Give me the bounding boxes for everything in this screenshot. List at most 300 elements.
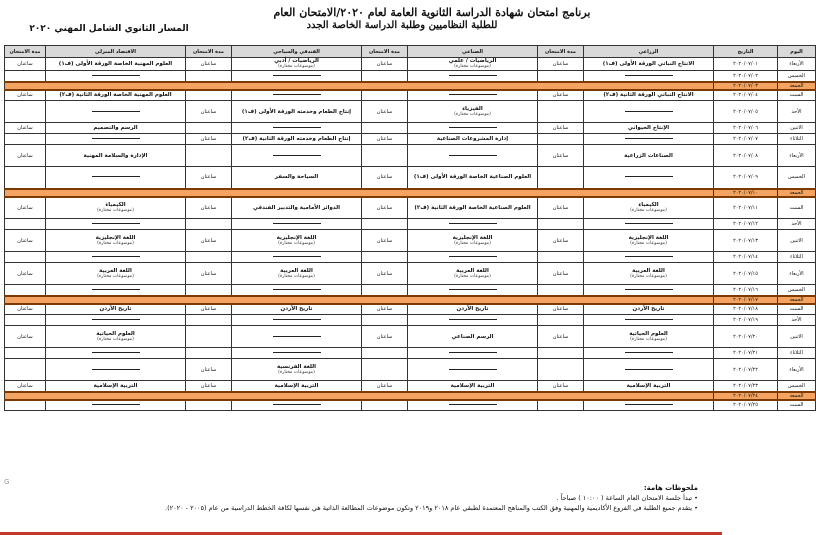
day-cell: الأربعاء <box>778 58 816 71</box>
day-cell: الجمعة <box>778 296 816 304</box>
subject-label: العلوم المهنية الخاصة الورقة الثانية (ف٢) <box>59 92 172 99</box>
dash-line <box>449 289 497 290</box>
friday-row <box>5 392 816 400</box>
date-cell: ٢٠٢٠/٠٧/١٣ <box>714 230 778 252</box>
empty-cell <box>46 167 186 189</box>
subject-label: العلوم الصناعية الخاصة الورقة الثانية (ف٢) <box>414 204 531 211</box>
subject-label: العلوم المهنية الخاصة الورقة الأولى (ف١) <box>58 61 173 67</box>
empty-cell <box>46 348 186 359</box>
empty-cell <box>232 326 362 348</box>
table-row <box>5 90 816 101</box>
exam-schedule-table <box>4 45 816 411</box>
table-row <box>5 315 816 326</box>
duration-cell: ساعتان <box>362 230 408 252</box>
duration-cell <box>362 145 408 167</box>
duration-cell <box>5 167 46 189</box>
date-cell: ٢٠٢٠/٠٧/٠٧ <box>714 134 778 145</box>
duration-cell: ساعتان <box>538 197 584 219</box>
day-cell: الخميس <box>778 167 816 189</box>
day-cell: الأحد <box>778 101 816 123</box>
subject-note: (موضوعات مختارة) <box>278 64 315 69</box>
duration-cell: ساعتان <box>362 134 408 145</box>
table-row <box>5 252 816 263</box>
duration-cell: ساعتان <box>186 263 232 285</box>
subject-cell <box>408 197 538 219</box>
exam-schedule-table-wrap <box>4 45 805 411</box>
subject-label: التربية الإسلامية <box>274 382 319 389</box>
empty-cell <box>232 285 362 296</box>
date-cell: ٢٠٢٠/٠٧/٠٦ <box>714 123 778 134</box>
empty-cell <box>408 71 538 82</box>
subject-label: إنتاج الطعام وخدمته الورقة الثانية (ف٢) <box>242 136 351 142</box>
table-row <box>5 285 816 296</box>
duration-cell: ساعتان <box>186 197 232 219</box>
day-cell: الأحد <box>778 315 816 326</box>
subject-note: (موضوعات مختارة) <box>278 240 315 246</box>
date-cell: ٢٠٢٠/٠٧/١٠ <box>714 189 778 197</box>
table-row <box>5 101 816 123</box>
subject-cell <box>408 101 538 123</box>
dash-line <box>273 223 321 224</box>
notes-section <box>8 483 698 513</box>
table-row <box>5 359 816 381</box>
subject-cell <box>46 304 186 315</box>
day-cell: الجمعة <box>778 189 816 197</box>
subject-cell <box>46 123 186 134</box>
empty-cell <box>584 219 714 230</box>
duration-cell: ساعتان <box>538 304 584 315</box>
date-cell: ٢٠٢٠/٠٧/١٦ <box>714 285 778 296</box>
subject-cell <box>408 381 538 392</box>
dash-line <box>273 289 321 290</box>
subject-label: الرسم الصناعي <box>451 333 494 340</box>
duration-cell: ساعتان <box>362 263 408 285</box>
table-row <box>5 123 816 134</box>
empty-cell <box>232 400 362 411</box>
subject-cell <box>232 167 362 189</box>
duration-cell <box>362 90 408 101</box>
dash-line <box>92 352 140 353</box>
subject-label: الإدارة والسلامة المهنية <box>83 152 148 159</box>
subject-cell <box>584 381 714 392</box>
subject-cell <box>584 263 714 285</box>
duration-cell <box>538 71 584 82</box>
empty-cell <box>584 101 714 123</box>
duration-cell <box>186 348 232 359</box>
date-cell: ٢٠٢٠/٠٧/٠٤ <box>714 90 778 101</box>
duration-cell <box>538 252 584 263</box>
empty-cell <box>232 348 362 359</box>
subject-note: (موضوعات مختارة) <box>278 369 315 375</box>
dash-line <box>92 138 140 139</box>
subject-cell <box>232 359 362 381</box>
empty-cell <box>46 219 186 230</box>
duration-cell: ساعتان <box>5 230 46 252</box>
empty-cell <box>584 167 714 189</box>
subject-cell <box>584 326 714 348</box>
friday-band <box>5 82 714 90</box>
duration-cell <box>5 219 46 230</box>
dash-line <box>273 94 321 95</box>
table-body <box>5 58 816 411</box>
subject-cell <box>408 304 538 315</box>
subject-cell <box>584 123 714 134</box>
subject-note: (موضوعات مختارة) <box>630 336 667 342</box>
friday-row <box>5 296 816 304</box>
subject-label: التربية الإسلامية <box>626 382 671 389</box>
table-row <box>5 167 816 189</box>
date-cell: ٢٠٢٠/٠٧/١٢ <box>714 219 778 230</box>
day-cell: السبت <box>778 90 816 101</box>
duration-cell: ساعتان <box>5 90 46 101</box>
empty-cell <box>408 252 538 263</box>
table-row <box>5 134 816 145</box>
date-cell: ٢٠٢٠/٠٧/٢٠ <box>714 326 778 348</box>
duration-cell <box>538 400 584 411</box>
duration-cell: ساعتان <box>538 381 584 392</box>
note-item: • تبدأ جلسة الامتحان العام الساعة ( ١٠:٠٠ ) صباحاً . <box>556 494 698 502</box>
subject-label: الانتاج النباتي الورقة الأولى (ف١) <box>602 61 695 67</box>
subject-note: (موضوعات مختارة) <box>278 273 315 279</box>
subject-note: (موضوعات مختارة) <box>454 273 491 279</box>
subject-note: (موضوعات مختارة) <box>454 111 491 117</box>
subject-cell <box>46 58 186 71</box>
subject-label: العلوم الصناعية الخاصة الورقة الأولى (ف١) <box>413 174 532 181</box>
date-cell: ٢٠٢٠/٠٧/٠٥ <box>714 101 778 123</box>
subject-cell <box>584 58 714 71</box>
empty-cell <box>232 90 362 101</box>
duration-cell: ساعتان <box>538 145 584 167</box>
subject-cell <box>408 230 538 252</box>
dash-line <box>92 223 140 224</box>
duration-cell <box>362 252 408 263</box>
duration-cell <box>186 326 232 348</box>
duration-cell <box>538 359 584 381</box>
empty-cell <box>584 252 714 263</box>
empty-cell <box>46 252 186 263</box>
duration-cell <box>362 348 408 359</box>
subject-label: العلوم الحياتية <box>629 330 668 337</box>
duration-cell <box>5 400 46 411</box>
subject-label: إنتاج الطعام وخدمته الورقة الأولى (ف١) <box>241 108 352 115</box>
dash-line <box>273 336 321 337</box>
column-header: اليوم <box>778 46 816 58</box>
duration-cell: ساعتان <box>5 381 46 392</box>
date-cell: ٢٠٢٠/٠٧/٢١ <box>714 348 778 359</box>
duration-cell <box>186 285 232 296</box>
duration-cell <box>5 101 46 123</box>
table-row <box>5 263 816 285</box>
date-cell: ٢٠٢٠/٠٧/٢٣ <box>714 381 778 392</box>
subject-label: تاريخ الأردن <box>456 306 489 313</box>
day-cell: الأحد <box>778 219 816 230</box>
friday-row <box>5 189 816 197</box>
duration-cell: ساعتان <box>186 167 232 189</box>
column-header: الفندقي والسياحي <box>232 46 362 58</box>
day-cell: الاثنين <box>778 230 816 252</box>
duration-cell: ساعتان <box>538 326 584 348</box>
subject-note: (موضوعات مختارة) <box>97 240 134 246</box>
duration-cell <box>538 219 584 230</box>
empty-cell <box>232 123 362 134</box>
subject-label: اللغة العربية <box>456 267 489 274</box>
track-title: المسار الثانوي الشامل المهني ٢٠٢٠ <box>29 24 189 34</box>
empty-cell <box>232 219 362 230</box>
subject-cell <box>232 101 362 123</box>
date-cell: ٢٠٢٠/٠٧/٢٥ <box>714 400 778 411</box>
duration-cell <box>5 71 46 82</box>
subject-cell <box>46 145 186 167</box>
dash-line <box>92 111 140 112</box>
subject-note: (موضوعات مختارة) <box>97 336 134 342</box>
subject-cell <box>232 304 362 315</box>
dash-line <box>625 223 673 224</box>
subject-label: تاريخ الأردن <box>280 306 313 313</box>
day-cell: السبت <box>778 400 816 411</box>
duration-cell: ساعتان <box>186 101 232 123</box>
subject-label: اللغة الإنجليزية <box>276 234 317 241</box>
empty-cell <box>46 359 186 381</box>
duration-cell <box>5 134 46 145</box>
duration-cell: ساعتان <box>538 90 584 101</box>
empty-cell <box>584 359 714 381</box>
duration-cell: ساعتان <box>5 123 46 134</box>
dash-line <box>625 75 673 76</box>
subject-label: الكيمياء <box>638 201 659 208</box>
empty-cell <box>408 285 538 296</box>
dash-line <box>273 256 321 257</box>
duration-cell <box>5 348 46 359</box>
duration-cell <box>362 400 408 411</box>
column-header: مدة الامتحان <box>362 46 408 58</box>
subject-note: (موضوعات مختارة) <box>630 273 667 279</box>
dash-line <box>625 352 673 353</box>
duration-cell: ساعتان <box>362 58 408 71</box>
duration-cell: ساعتان <box>362 381 408 392</box>
notes-heading: ملحوظات هامة: <box>643 484 698 492</box>
duration-cell: ساعتان <box>5 145 46 167</box>
dash-line <box>625 138 673 139</box>
dash-line <box>92 319 140 320</box>
dash-line <box>92 289 140 290</box>
subject-cell <box>584 304 714 315</box>
column-header: التاريخ <box>714 46 778 58</box>
day-cell: الاثنين <box>778 123 816 134</box>
duration-cell <box>362 315 408 326</box>
subject-note: (موضوعات مختارة) <box>97 273 134 279</box>
dash-line <box>273 404 321 405</box>
date-cell: ٢٠٢٠/٠٧/١٩ <box>714 315 778 326</box>
dash-line <box>625 319 673 320</box>
side-mark: G <box>4 478 10 486</box>
subject-label: الرياضيات / أدبي <box>274 58 319 64</box>
subject-label: الكيمياء <box>105 201 126 208</box>
dash-line <box>273 319 321 320</box>
duration-cell <box>362 359 408 381</box>
subject-note: (موضوعات مختارة) <box>97 207 134 213</box>
duration-cell: ساعتان <box>538 230 584 252</box>
subject-label: تاريخ الأردن <box>632 306 665 313</box>
dash-line <box>92 404 140 405</box>
subject-cell <box>232 263 362 285</box>
column-header: الزراعي <box>584 46 714 58</box>
dash-line <box>449 223 497 224</box>
friday-band <box>5 296 714 304</box>
column-header: الصناعي <box>408 46 538 58</box>
empty-cell <box>46 71 186 82</box>
date-cell: ٢٠٢٠/٠٧/٠٣ <box>714 82 778 90</box>
friday-row <box>5 82 816 90</box>
duration-cell: ساعتان <box>186 304 232 315</box>
day-cell: السبت <box>778 197 816 219</box>
day-cell: الأربعاء <box>778 145 816 167</box>
duration-cell: ساعتان <box>186 381 232 392</box>
dash-line <box>449 352 497 353</box>
subject-label: اللغة الإنجليزية <box>95 234 136 241</box>
date-cell: ٢٠٢٠/٠٧/١١ <box>714 197 778 219</box>
empty-cell <box>408 90 538 101</box>
subject-cell <box>408 326 538 348</box>
dash-line <box>625 289 673 290</box>
empty-cell <box>584 348 714 359</box>
table-row <box>5 145 816 167</box>
date-cell: ٢٠٢٠/٠٧/٠٨ <box>714 145 778 167</box>
empty-cell <box>584 71 714 82</box>
day-cell: الجمعة <box>778 392 816 400</box>
column-header: مدة الامتحان <box>538 46 584 58</box>
duration-cell: ساعتان <box>186 58 232 71</box>
duration-cell: ساعتان <box>186 134 232 145</box>
date-cell: ٢٠٢٠/٠٧/١٥ <box>714 263 778 285</box>
duration-cell <box>186 252 232 263</box>
duration-cell <box>538 101 584 123</box>
duration-cell <box>362 123 408 134</box>
subject-label: إدارة المشروعات الصناعية <box>436 136 509 142</box>
page-title: برنامج امتحان شهادة الدراسة الثانوية العامة لعام ٢٠٢٠/الامتحان العام <box>273 6 591 19</box>
subject-label: العلوم الحياتية <box>96 330 135 337</box>
subject-label: التربية الإسلامية <box>450 382 495 389</box>
table-row <box>5 197 816 219</box>
duration-cell: ساعتان <box>362 167 408 189</box>
duration-cell <box>5 359 46 381</box>
table-row <box>5 71 816 82</box>
column-header: مدة الامتحان <box>5 46 46 58</box>
duration-cell: ساعتان <box>5 58 46 71</box>
dash-line <box>273 352 321 353</box>
dash-line <box>92 369 140 370</box>
dash-line <box>625 369 673 370</box>
dash-line <box>92 75 140 76</box>
subject-cell <box>408 263 538 285</box>
duration-cell: ساعتان <box>5 304 46 315</box>
empty-cell <box>584 400 714 411</box>
friday-band <box>5 189 714 197</box>
subject-cell <box>408 167 538 189</box>
column-header: مدة الامتحان <box>186 46 232 58</box>
subject-cell <box>584 230 714 252</box>
duration-cell <box>538 134 584 145</box>
subject-label: تاريخ الأردن <box>99 306 132 313</box>
subject-cell <box>584 90 714 101</box>
empty-cell <box>408 145 538 167</box>
duration-cell: ساعتان <box>362 304 408 315</box>
duration-cell: ساعتان <box>362 326 408 348</box>
subject-label: الرياضيات / علمي <box>448 58 497 64</box>
date-cell: ٢٠٢٠/٠٧/٢٢ <box>714 359 778 381</box>
table-row <box>5 348 816 359</box>
dash-line <box>449 155 497 156</box>
dash-line <box>92 256 140 257</box>
duration-cell <box>538 167 584 189</box>
empty-cell <box>46 134 186 145</box>
empty-cell <box>584 315 714 326</box>
dash-line <box>273 75 321 76</box>
column-header: الاقتصاد المنزلي <box>46 46 186 58</box>
day-cell: الثلاثاء <box>778 252 816 263</box>
duration-cell <box>5 315 46 326</box>
subject-cell <box>46 230 186 252</box>
dash-line <box>449 369 497 370</box>
subject-cell <box>232 381 362 392</box>
dash-line <box>449 94 497 95</box>
duration-cell: ساعتان <box>186 359 232 381</box>
dash-line <box>273 155 321 156</box>
duration-cell <box>5 285 46 296</box>
empty-cell <box>46 101 186 123</box>
subject-label: اللغة العربية <box>280 267 313 274</box>
duration-cell <box>186 145 232 167</box>
subject-label: السياحة والسفر <box>274 174 319 181</box>
empty-cell <box>232 145 362 167</box>
dash-line <box>273 127 321 128</box>
subject-label: اللغة الإنجليزية <box>628 234 669 241</box>
duration-cell: ساعتان <box>362 197 408 219</box>
subject-cell <box>46 381 186 392</box>
subject-cell <box>232 197 362 219</box>
subject-cell <box>584 197 714 219</box>
duration-cell: ساعتان <box>362 101 408 123</box>
subject-note: (موضوعات مختارة) <box>454 240 491 246</box>
duration-cell: ساعتان <box>538 58 584 71</box>
table-row <box>5 326 816 348</box>
subject-cell <box>46 263 186 285</box>
duration-cell <box>186 90 232 101</box>
subject-label: الإنتاج الحيواني <box>627 125 670 131</box>
subject-cell <box>46 326 186 348</box>
page-subtitle: للطلبة النظاميين وطلبة الدراسة الخاصة الجدد <box>306 20 498 31</box>
subject-cell <box>232 134 362 145</box>
subject-cell <box>232 58 362 71</box>
date-cell: ٢٠٢٠/٠٧/٠٢ <box>714 71 778 82</box>
day-cell: السبت <box>778 304 816 315</box>
subject-label: الرسم والتصميم <box>93 125 138 131</box>
subject-label: اللغة الفرنسية <box>276 363 317 370</box>
subject-cell <box>408 58 538 71</box>
subject-note: (موضوعات مختارة) <box>630 240 667 246</box>
duration-cell: ساعتان <box>5 197 46 219</box>
dash-line <box>625 404 673 405</box>
subject-label: اللغة العربية <box>632 267 665 274</box>
table-row <box>5 58 816 71</box>
empty-cell <box>46 285 186 296</box>
date-cell: ٢٠٢٠/٠٧/٠١ <box>714 58 778 71</box>
date-cell: ٢٠٢٠/٠٧/١٤ <box>714 252 778 263</box>
day-cell: الخميس <box>778 285 816 296</box>
subject-cell <box>46 90 186 101</box>
day-cell: الأربعاء <box>778 263 816 285</box>
empty-cell <box>408 315 538 326</box>
empty-cell <box>46 315 186 326</box>
